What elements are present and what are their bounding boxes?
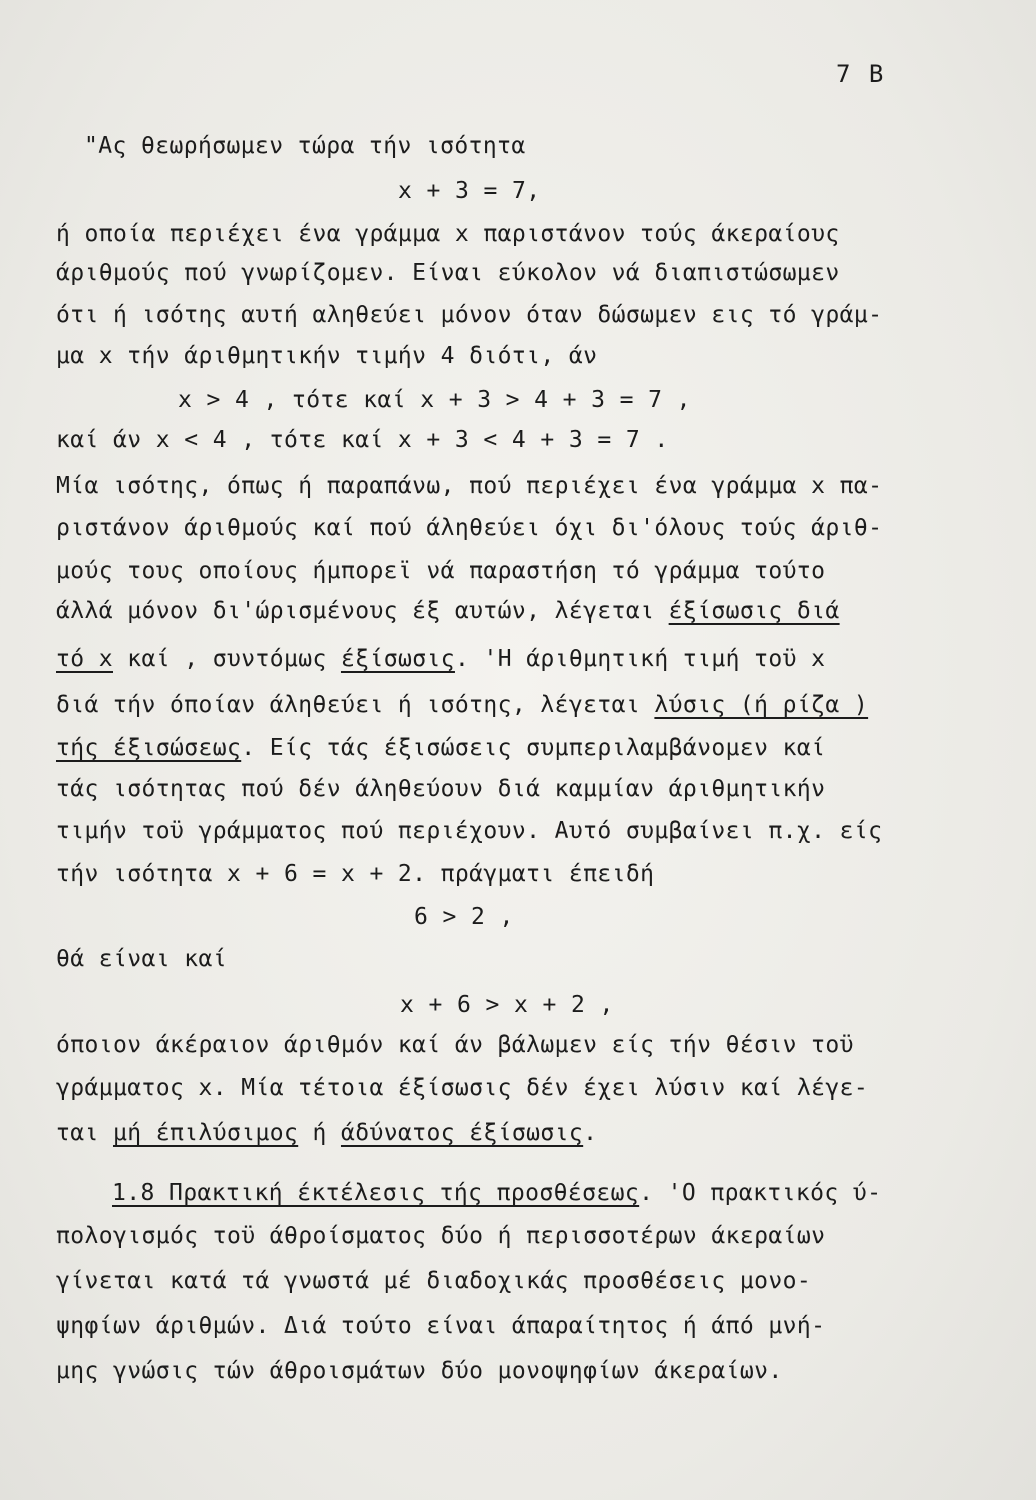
inequality: καί άν x < 4 , τότε καί x + 3 < 4 + 3 = 7 . <box>56 427 669 453</box>
inequality: 6 > 2 , <box>414 904 514 930</box>
equation: x + 3 = 7, <box>398 178 541 204</box>
text-segment: άριθμούς πού γνωρίζομεν. Είναι εύκολον νά διαπιστώσωμεν <box>56 260 840 286</box>
text-segment: μης γνώσις τών άθροισμάτων δύο μονοψηφίων άκεραίων. <box>56 1358 783 1384</box>
inequality: x > 4 , τότε καί x + 3 > 4 + 3 = 7 , <box>178 387 691 413</box>
defined-term: μή έπιλύσιμος <box>113 1120 299 1146</box>
text-line <box>56 219 840 249</box>
text-line <box>56 341 597 371</box>
text-segment: μούς τους οποίους ήμπορεϊ νά παραστήση τό γράμμα τούτο <box>56 558 826 584</box>
inequality-line <box>400 990 614 1020</box>
defined-term: έξίσωσις <box>340 646 455 672</box>
defined-term: άδύνατος έξίσωσις <box>340 1120 584 1146</box>
text-segment: όποιον άκέραιον άριθμόν καί άν βάλωμεν είς τήν θέσιν τοϋ <box>56 1032 854 1058</box>
text-line <box>56 513 882 543</box>
text-line <box>56 258 840 288</box>
defined-term: λύσις (ή ρίζα ) <box>654 692 869 718</box>
text-line <box>56 1030 854 1060</box>
text-line <box>56 816 882 846</box>
text-segment: Μία ισότης, όπως ή παραπάνω, πού περιέχει ένα γράμμα x πα- <box>56 473 883 499</box>
text-segment: . 'Ο πρακτικός ύ- <box>639 1180 882 1206</box>
text-segment: . 'Η άριθμητική τιμή τοϋ x <box>454 646 826 672</box>
text-line <box>56 471 882 501</box>
text-segment: ται <box>56 1120 113 1146</box>
text-line <box>56 644 825 674</box>
defined-term: έξίσωσις διά <box>668 598 840 624</box>
text-segment: ή οποία περιέχει ένα γράμμα x παριστάνον τούς άκεραίους <box>56 221 840 247</box>
text-segment: πολογισμός τοϋ άθροίσματος δύο ή περισσοτέρων άκεραίων <box>56 1223 826 1249</box>
page-number: 7 Β <box>836 60 886 88</box>
text-line <box>56 1221 825 1251</box>
inequality: x + 6 > x + 2 , <box>400 992 614 1018</box>
text-line <box>84 131 526 161</box>
text-segment: άλλά μόνον δι'ώρισμένους έξ αυτών, λέγεται <box>56 598 669 624</box>
inequality-line <box>414 902 514 932</box>
text-line <box>56 733 825 763</box>
text-line <box>56 1311 825 1341</box>
text-line <box>56 774 825 804</box>
text-line <box>56 859 654 889</box>
text-segment: τήν ισότητα x + 6 = x + 2. πράγματι έπειδή <box>56 861 655 887</box>
text-segment: τάς ισότητας πού δέν άληθεύουν διά καμμίαν άριθμητικήν <box>56 776 826 802</box>
text-line <box>56 556 825 586</box>
text-segment: . Είς τάς έξισώσεις συμπεριλαμβάνομεν καί <box>241 735 826 761</box>
text-segment: γίνεται κατά τά γνωστά μέ διαδοχικάς προσθέσεις μονο- <box>56 1268 812 1294</box>
text-segment: μα x τήν άριθμητικήν τιμήν 4 διότι, άν <box>56 343 598 369</box>
text-line <box>56 300 882 330</box>
text-segment: γράμματος x. Μία τέτοια έξίσωσις δέν έχει λύσιν καί λέγε- <box>56 1075 869 1101</box>
inequality-line <box>178 385 691 415</box>
text-segment: "Ας θεωρήσωμεν τώρα τήν ισότητα <box>84 133 526 159</box>
text-segment: θά είναι καί <box>56 946 227 972</box>
text-segment: ή <box>298 1120 341 1146</box>
section-heading-line <box>112 1178 881 1208</box>
text-segment: τιμήν τοϋ γράμματος πού περιέχουν. Αυτό συμβαίνει π.χ. είς <box>56 818 883 844</box>
text-segment: . <box>583 1120 598 1146</box>
defined-term: τής έξισώσεως <box>56 735 242 761</box>
text-line <box>56 1118 597 1148</box>
section-heading: 1.8 Πρακτική έκτέλεσις τής προσθέσεως <box>112 1180 640 1206</box>
text-segment: διά τήν όποίαν άληθεύει ή ισότης, λέγεται <box>56 692 655 718</box>
text-segment: καί , συντόμως <box>113 646 341 672</box>
text-line <box>56 596 840 626</box>
text-line <box>56 1073 868 1103</box>
text-line <box>56 1356 783 1386</box>
equation-line <box>398 176 540 206</box>
text-segment: ψηφίων άριθμών. Διά τούτο είναι άπαραίτητος ή άπό μνή- <box>56 1313 826 1339</box>
text-line <box>56 944 227 974</box>
text-line <box>56 690 868 720</box>
text-segment: ριστάνον άριθμούς καί πού άληθεύει όχι δι'όλους τούς άριθ- <box>56 515 883 541</box>
inequality-line <box>56 425 669 455</box>
text-segment: ότι ή ισότης αυτή αληθεύει μόνον όταν δώσωμεν εις τό γράμ- <box>56 302 883 328</box>
defined-term: τό x <box>56 646 113 672</box>
text-line <box>56 1266 811 1296</box>
